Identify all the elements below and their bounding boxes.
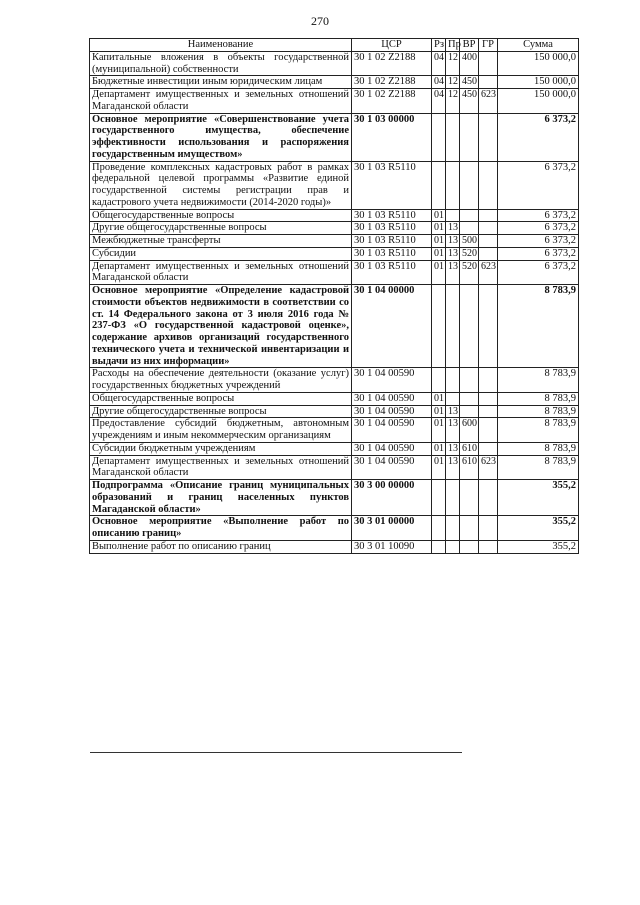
row-vr: 450	[460, 76, 479, 89]
row-name: Межбюджетные трансферты	[90, 235, 352, 248]
row-rz	[432, 516, 446, 541]
row-sum: 355,2	[498, 540, 579, 553]
row-name: Предоставление субсидий бюджетным, автономным учреждениям и иным некоммерческим организациям	[90, 418, 352, 443]
row-gr: 623	[479, 455, 498, 480]
row-gr	[479, 480, 498, 516]
row-name: Общегосударственные вопросы	[90, 392, 352, 405]
row-name: Другие общегосударственные вопросы	[90, 222, 352, 235]
row-csr: 30 1 04 00590	[352, 455, 432, 480]
row-sum: 150 000,0	[498, 51, 579, 76]
row-gr	[479, 405, 498, 418]
row-rz	[432, 113, 446, 161]
row-sum: 355,2	[498, 516, 579, 541]
row-gr	[479, 540, 498, 553]
row-rz	[432, 540, 446, 553]
row-vr: 520	[460, 247, 479, 260]
row-pr	[446, 161, 460, 209]
row-name: Подпрограмма «Описание границ муниципальных образований и границ населенных пунктов Магаданской области»	[90, 480, 352, 516]
row-gr	[479, 113, 498, 161]
row-sum: 8 783,9	[498, 418, 579, 443]
row-csr: 30 1 03 R5110	[352, 209, 432, 222]
row-csr: 30 3 01 00000	[352, 516, 432, 541]
row-csr: 30 1 02 Z2188	[352, 89, 432, 114]
row-name: Департамент имущественных и земельных отношений Магаданской области	[90, 260, 352, 285]
table-row	[90, 222, 579, 235]
row-gr	[479, 247, 498, 260]
row-rz	[432, 480, 446, 516]
row-csr: 30 1 04 00590	[352, 405, 432, 418]
row-pr: 13	[446, 235, 460, 248]
row-gr: 623	[479, 260, 498, 285]
table-body	[90, 51, 579, 553]
table-row	[90, 392, 579, 405]
row-csr: 30 1 03 00000	[352, 113, 432, 161]
row-csr: 30 1 03 R5110	[352, 222, 432, 235]
row-gr	[479, 368, 498, 393]
row-csr: 30 1 02 Z2188	[352, 51, 432, 76]
table-row	[90, 442, 579, 455]
row-rz: 01	[432, 222, 446, 235]
row-pr: 12	[446, 76, 460, 89]
row-sum: 150 000,0	[498, 76, 579, 89]
row-rz: 04	[432, 76, 446, 89]
row-csr: 30 1 04 00590	[352, 392, 432, 405]
row-sum: 8 783,9	[498, 405, 579, 418]
footer-divider	[90, 752, 462, 753]
row-vr	[460, 480, 479, 516]
row-csr: 30 3 00 00000	[352, 480, 432, 516]
row-gr	[479, 516, 498, 541]
row-rz	[432, 285, 446, 368]
header-pr: Пр	[446, 39, 460, 52]
row-rz: 01	[432, 442, 446, 455]
row-rz: 01	[432, 418, 446, 443]
row-rz: 04	[432, 51, 446, 76]
row-gr	[479, 418, 498, 443]
row-pr	[446, 113, 460, 161]
row-rz: 01	[432, 209, 446, 222]
table-row	[90, 161, 579, 209]
row-name: Субсидии бюджетным учреждениям	[90, 442, 352, 455]
row-name: Основное мероприятие «Совершенствование учета государственного имущества, обеспечение эффективности использования и распоряжения государственным имуществом»	[90, 113, 352, 161]
row-vr: 610	[460, 442, 479, 455]
row-pr	[446, 285, 460, 368]
row-gr	[479, 235, 498, 248]
row-rz: 01	[432, 392, 446, 405]
row-sum: 6 373,2	[498, 247, 579, 260]
table-row	[90, 368, 579, 393]
row-pr: 13	[446, 455, 460, 480]
row-sum: 8 783,9	[498, 285, 579, 368]
row-vr	[460, 540, 479, 553]
table-row	[90, 235, 579, 248]
page-number: 270	[311, 14, 329, 28]
row-name: Департамент имущественных и земельных отношений Магаданской области	[90, 89, 352, 114]
row-gr	[479, 51, 498, 76]
table-row	[90, 260, 579, 285]
header-csr: ЦСР	[352, 39, 432, 52]
row-name: Общегосударственные вопросы	[90, 209, 352, 222]
row-pr: 13	[446, 405, 460, 418]
row-vr	[460, 392, 479, 405]
table-row	[90, 76, 579, 89]
row-rz: 04	[432, 89, 446, 114]
row-pr	[446, 540, 460, 553]
row-name: Проведение комплексных кадастровых работ в рамках федеральной целевой программы «Развитие единой государственной системы регистрации прав и кадастрового учета недвижимости (2014-2020 годы)»	[90, 161, 352, 209]
row-csr: 30 1 03 R5110	[352, 247, 432, 260]
header-gr: ГР	[479, 39, 498, 52]
row-pr: 13	[446, 222, 460, 235]
row-name: Бюджетные инвестиции иным юридическим лицам	[90, 76, 352, 89]
row-vr: 610	[460, 455, 479, 480]
row-vr: 400	[460, 51, 479, 76]
table-row	[90, 285, 579, 368]
header-rz: Рз	[432, 39, 446, 52]
row-name: Субсидии	[90, 247, 352, 260]
table-row	[90, 540, 579, 553]
row-vr	[460, 405, 479, 418]
row-vr	[460, 113, 479, 161]
row-gr	[479, 209, 498, 222]
row-pr: 13	[446, 260, 460, 285]
row-pr: 13	[446, 442, 460, 455]
row-csr: 30 1 04 00590	[352, 442, 432, 455]
row-sum: 8 783,9	[498, 368, 579, 393]
row-pr	[446, 368, 460, 393]
row-vr	[460, 161, 479, 209]
row-pr	[446, 480, 460, 516]
row-rz: 01	[432, 247, 446, 260]
row-gr	[479, 442, 498, 455]
row-name: Расходы на обеспечение деятельности (оказание услуг) государственных бюджетных учреждений	[90, 368, 352, 393]
row-csr: 30 1 02 Z2188	[352, 76, 432, 89]
row-name: Основное мероприятие «Выполнение работ по описанию границ»	[90, 516, 352, 541]
row-vr: 520	[460, 260, 479, 285]
row-rz: 01	[432, 260, 446, 285]
table-row	[90, 113, 579, 161]
table-row	[90, 418, 579, 443]
row-vr	[460, 285, 479, 368]
row-name: Капитальные вложения в объекты государственной (муниципальной) собственности	[90, 51, 352, 76]
row-gr	[479, 392, 498, 405]
table-row	[90, 455, 579, 480]
row-rz: 01	[432, 405, 446, 418]
header-name: Наименование	[90, 39, 352, 52]
row-pr: 13	[446, 418, 460, 443]
row-name: Основное мероприятие «Определение кадастровой стоимости объектов недвижимости в соответствии со ст. 14 Федерального закона от 3 июля 2016 года № 237-ФЗ «О государственной кадастровой оценке», содержание архивов организаций государственного технического учета и технической инвентаризации и выдачи из них информации»	[90, 285, 352, 368]
row-sum: 6 373,2	[498, 260, 579, 285]
row-vr: 600	[460, 418, 479, 443]
table-row	[90, 516, 579, 541]
row-gr	[479, 161, 498, 209]
row-name: Департамент имущественных и земельных отношений Магаданской области	[90, 455, 352, 480]
row-sum: 6 373,2	[498, 222, 579, 235]
row-csr: 30 1 03 R5110	[352, 235, 432, 248]
row-pr: 12	[446, 51, 460, 76]
row-csr: 30 1 04 00590	[352, 368, 432, 393]
row-rz: 01	[432, 235, 446, 248]
row-sum: 150 000,0	[498, 89, 579, 114]
row-sum: 8 783,9	[498, 392, 579, 405]
row-sum: 355,2	[498, 480, 579, 516]
row-csr: 30 3 01 10090	[352, 540, 432, 553]
row-sum: 6 373,2	[498, 161, 579, 209]
row-rz	[432, 368, 446, 393]
row-csr: 30 1 04 00590	[352, 418, 432, 443]
header-vr: ВР	[460, 39, 479, 52]
row-sum: 6 373,2	[498, 235, 579, 248]
row-rz: 01	[432, 455, 446, 480]
row-rz	[432, 161, 446, 209]
row-sum: 8 783,9	[498, 442, 579, 455]
table-header-row	[90, 39, 579, 52]
row-pr	[446, 516, 460, 541]
header-sum: Сумма	[498, 39, 579, 52]
row-gr	[479, 76, 498, 89]
row-csr: 30 1 03 R5110	[352, 260, 432, 285]
row-vr	[460, 516, 479, 541]
row-csr: 30 1 03 R5110	[352, 161, 432, 209]
row-vr	[460, 222, 479, 235]
row-vr: 450	[460, 89, 479, 114]
row-vr	[460, 368, 479, 393]
row-vr: 500	[460, 235, 479, 248]
table-row	[90, 405, 579, 418]
row-sum: 6 373,2	[498, 209, 579, 222]
row-pr	[446, 392, 460, 405]
row-gr	[479, 285, 498, 368]
row-pr	[446, 209, 460, 222]
row-pr: 12	[446, 89, 460, 114]
row-pr: 13	[446, 247, 460, 260]
table-row	[90, 89, 579, 114]
row-sum: 6 373,2	[498, 113, 579, 161]
table-row	[90, 480, 579, 516]
row-vr	[460, 209, 479, 222]
row-sum: 8 783,9	[498, 455, 579, 480]
budget-table	[89, 38, 579, 554]
row-name: Выполнение работ по описанию границ	[90, 540, 352, 553]
table-row	[90, 247, 579, 260]
table-row	[90, 51, 579, 76]
row-csr: 30 1 04 00000	[352, 285, 432, 368]
row-gr	[479, 222, 498, 235]
table-row	[90, 209, 579, 222]
row-name: Другие общегосударственные вопросы	[90, 405, 352, 418]
row-gr: 623	[479, 89, 498, 114]
